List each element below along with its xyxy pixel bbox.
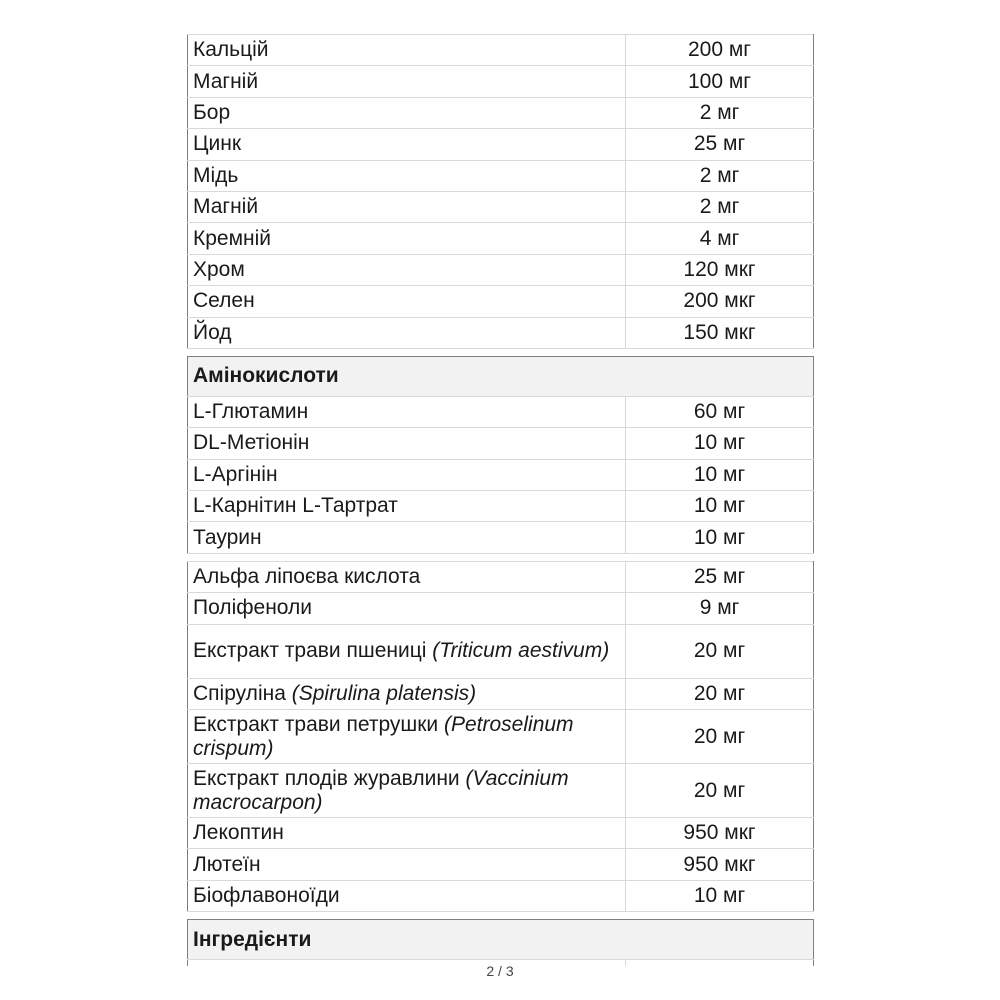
nutrient-name-text: Кремній [193, 226, 272, 250]
nutrient-name-text: L-Глютамин [193, 400, 309, 424]
nutrient-name-text: Лютеїн [193, 852, 261, 876]
ingredients-table [187, 919, 814, 966]
nutrient-amount: 2 мг [626, 97, 814, 128]
page-indicator: 2 / 3 [486, 963, 514, 979]
nutrient-name [188, 818, 626, 849]
nutrient-name-text: Магній [193, 195, 259, 219]
nutrient-name-text: Мідь [193, 163, 239, 187]
nutrient-name-text: Цинк [193, 132, 242, 156]
nutrient-amount: 200 мг [626, 35, 814, 66]
nutrient-amount: 25 мг [626, 561, 814, 592]
nutrient-name [188, 624, 626, 678]
section-header-ingredients: Інгредієнти [188, 920, 814, 960]
nutrient-name [188, 593, 626, 624]
table-row [188, 624, 814, 678]
nutrient-name [188, 97, 626, 128]
nutrient-name-text: Екстракт трави пшениці [193, 639, 433, 663]
table-row [188, 66, 814, 97]
table-row [188, 191, 814, 222]
nutrient-latin-name: (Triticum aestivum) [432, 639, 610, 663]
nutrient-name [188, 223, 626, 254]
table-row [188, 129, 814, 160]
nutrient-amount: 950 мкг [626, 849, 814, 880]
table-row [188, 849, 814, 880]
table-row [188, 286, 814, 317]
nutrient-latin-name: (Vaccinium macrocarpon) [193, 766, 569, 814]
nutrient-name [188, 286, 626, 317]
nutrient-latin-name: (Spirulina platensis) [291, 681, 477, 705]
table-row [188, 710, 814, 764]
nutrient-amount: 120 мкг [626, 254, 814, 285]
nutrient-name [188, 66, 626, 97]
nutrient-amount: 2 мг [626, 160, 814, 191]
nutrient-name-text: Біофлавоноїди [193, 884, 340, 907]
nutrient-name [188, 849, 626, 880]
nutrient-name-text: Йод [193, 320, 232, 344]
table-row [188, 764, 814, 818]
nutrient-name [188, 880, 626, 911]
nutrient-name-text: L-Аргінін [193, 462, 278, 486]
table-row [188, 396, 814, 427]
table-row [188, 593, 814, 624]
nutrient-name-text: Альфа ліпоєва кислота [193, 565, 421, 589]
nutrient-name-text: Хром [193, 257, 245, 281]
extras-table [187, 561, 814, 912]
nutrient-amount: 60 мг [626, 396, 814, 427]
nutrient-name [188, 491, 626, 522]
nutrient-amount: 10 мг [626, 491, 814, 522]
nutrient-name-text: Лекоптин [193, 821, 284, 845]
nutrient-name-text: Таурин [193, 525, 262, 549]
nutrient-name-text: Екстракт трави петрушки [193, 712, 444, 736]
nutrient-name [188, 561, 626, 592]
nutrient-amount: 20 мг [626, 764, 814, 818]
nutrient-amount: 9 мг [626, 593, 814, 624]
nutrient-amount: 25 мг [626, 129, 814, 160]
nutrient-name-text: DL-Метіонін [193, 431, 310, 455]
nutrient-name [188, 428, 626, 459]
table-row [188, 818, 814, 849]
table-row [188, 678, 814, 709]
nutrient-name [188, 35, 626, 66]
nutrient-name [188, 764, 626, 818]
nutrient-name [188, 129, 626, 160]
nutrient-name-text: Кальцій [193, 38, 269, 62]
nutrient-name-text: Бор [193, 100, 231, 124]
amino-acids-table [187, 356, 814, 554]
table-row [188, 317, 814, 348]
section-header-amino-acids: Амінокислоти [188, 356, 814, 396]
nutrient-amount: 20 мг [626, 624, 814, 678]
nutrient-name [188, 396, 626, 427]
document-page [187, 34, 813, 966]
nutrient-name [188, 254, 626, 285]
nutrient-amount: 4 мг [626, 223, 814, 254]
table-row [188, 97, 814, 128]
table-row [188, 459, 814, 490]
nutrient-amount: 10 мг [626, 428, 814, 459]
table-row [188, 522, 814, 553]
nutrient-name [188, 160, 626, 191]
nutrient-name [188, 317, 626, 348]
nutrient-name-text: Поліфеноли [193, 596, 312, 620]
nutrient-amount: 20 мг [626, 678, 814, 709]
table-row [188, 35, 814, 66]
table-row [188, 428, 814, 459]
nutrient-name-text: Магній [193, 69, 259, 93]
nutrient-amount: 20 мг [626, 710, 814, 764]
nutrient-name [188, 522, 626, 553]
nutrient-name [188, 191, 626, 222]
nutrient-amount: 10 мг [626, 459, 814, 490]
nutrient-amount: 10 мг [626, 522, 814, 553]
minerals-table [187, 34, 814, 349]
table-row [188, 491, 814, 522]
nutrient-amount: 950 мкг [626, 818, 814, 849]
nutrient-name [188, 710, 626, 764]
nutrient-name-text: Екстракт плодів журавлини [193, 766, 466, 790]
table-row [188, 160, 814, 191]
nutrient-amount: 100 мг [626, 66, 814, 97]
nutrient-amount: 2 мг [626, 191, 814, 222]
table-row [188, 561, 814, 592]
table-row [188, 254, 814, 285]
nutrient-name-text: Спіруліна [193, 681, 292, 705]
nutrient-name [188, 459, 626, 490]
nutrient-amount: 10 мг [626, 880, 814, 911]
nutrient-name [188, 678, 626, 709]
nutrient-name-text: Селен [193, 289, 255, 313]
nutrient-name-text: L-Карнітин L-Тартрат [193, 494, 398, 518]
nutrient-amount: 150 мкг [626, 317, 814, 348]
nutrient-amount: 200 мкг [626, 286, 814, 317]
nutrient-latin-name: (Petroselinum crispum) [193, 712, 574, 760]
table-row [188, 223, 814, 254]
table-row [188, 880, 814, 911]
